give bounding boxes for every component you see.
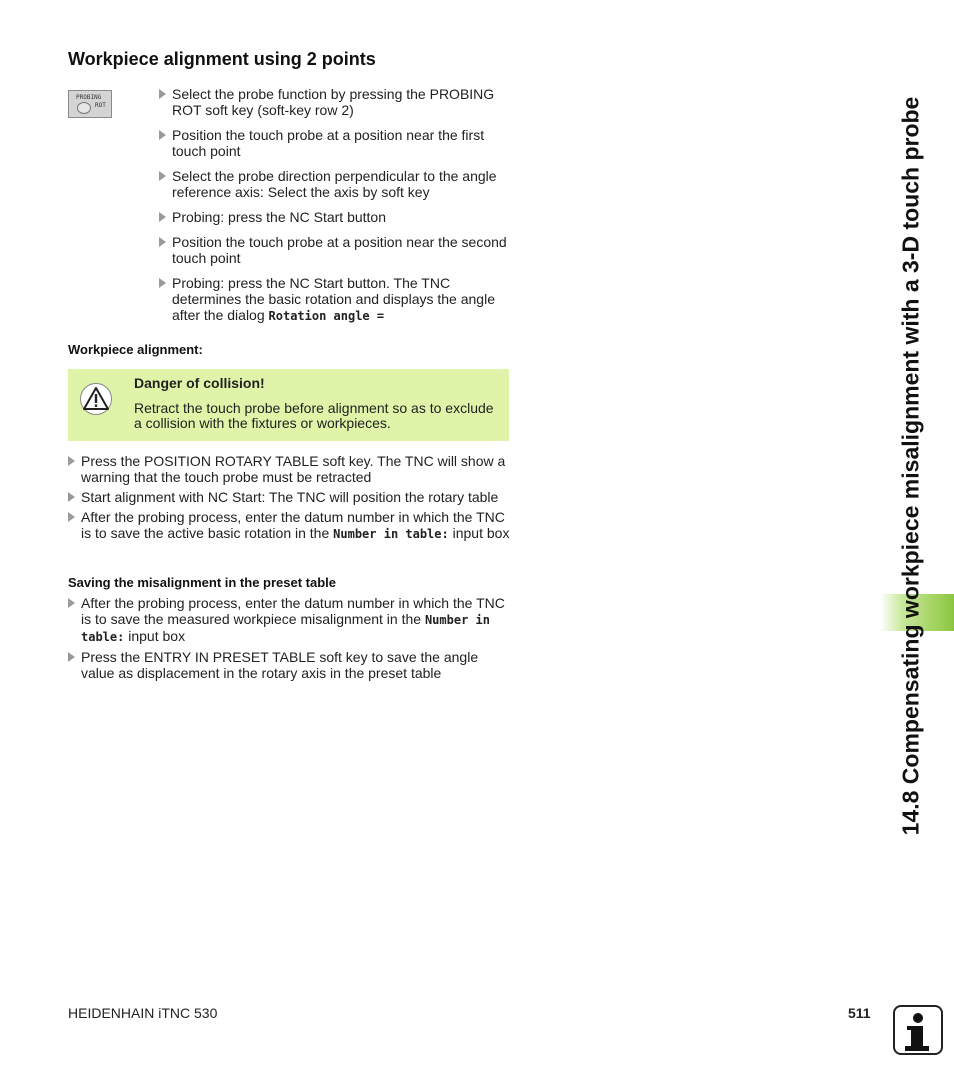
warning-text: Retract the touch probe before alignment so as to exclude a collision with the fixtures or workpieces.: [134, 400, 494, 431]
footer-product: HEIDENHAIN iTNC 530: [68, 1005, 218, 1021]
alignment-steps: [68, 453, 513, 546]
chapter-title: 14.8 Compensating workpiece misalignment with a 3-D touch probe: [897, 96, 924, 836]
arrow-bullet-icon: [159, 171, 166, 181]
arrow-bullet-icon: [68, 652, 75, 662]
info-icon[interactable]: [893, 1005, 943, 1055]
softkey-line1: PROBING: [76, 94, 102, 101]
warning-title: Danger of collision!: [134, 375, 265, 391]
preset-heading: Saving the misalignment in the preset table: [68, 575, 337, 590]
step-item: Position the touch probe at a position near the first touch point: [159, 127, 519, 159]
probing-steps: [159, 86, 519, 333]
input-box-code: Number in table:: [333, 527, 449, 541]
step-item: Probing: press the NC Start button. The TNC determines the basic rotation and displays the angle after the dialog Rotation angle =: [159, 275, 519, 324]
arrow-bullet-icon: [159, 278, 166, 288]
softkey-probing-rot-icon: [68, 90, 112, 118]
arrow-bullet-icon: [68, 512, 75, 522]
list-item: Press the POSITION ROTARY TABLE soft key. The TNC will show a warning that the touch probe must be retracted: [68, 453, 513, 485]
preset-steps: [68, 595, 513, 685]
list-item: After the probing process, enter the datum number in which the TNC is to save the measured workpiece misalignment in the Number in table: input box: [68, 595, 513, 645]
warning-box: [68, 369, 509, 441]
list-item: Start alignment with NC Start: The TNC will position the rotary table: [68, 489, 513, 505]
dialog-code: Rotation angle =: [268, 309, 385, 323]
info-dot: [913, 1013, 923, 1023]
step-item: Position the touch probe at a position near the second touch point: [159, 234, 519, 266]
info-serif-bottom: [905, 1046, 929, 1051]
input-box-code: Number in table:: [81, 613, 490, 644]
arrow-bullet-icon: [68, 492, 75, 502]
step-item: Probing: press the NC Start button: [159, 209, 519, 225]
arrow-bullet-icon: [159, 130, 166, 140]
section-title: Workpiece alignment using 2 points: [68, 49, 376, 69]
arrow-bullet-icon: [68, 456, 75, 466]
arrow-bullet-icon: [68, 598, 75, 608]
page-number: 511: [848, 1005, 871, 1021]
warning-triangle-icon: [79, 383, 113, 415]
step-item: Select the probe direction perpendicular to the angle reference axis: Select the axis by soft key: [159, 168, 519, 200]
arrow-bullet-icon: [159, 212, 166, 222]
step-item: Select the probe function by pressing the PROBING ROT soft key (soft-key row 2): [159, 86, 519, 118]
alignment-heading: Workpiece alignment:: [68, 342, 203, 357]
probe-glyph-icon: [77, 102, 91, 114]
list-item: Press the ENTRY IN PRESET TABLE soft key to save the angle value as displacement in the rotary axis in the preset table: [68, 649, 513, 681]
list-item: After the probing process, enter the datum number in which the TNC is to save the active basic rotation in the Number in table: input box: [68, 509, 513, 542]
arrow-bullet-icon: [159, 89, 166, 99]
arrow-bullet-icon: [159, 237, 166, 247]
softkey-line2: ROT: [95, 102, 106, 109]
